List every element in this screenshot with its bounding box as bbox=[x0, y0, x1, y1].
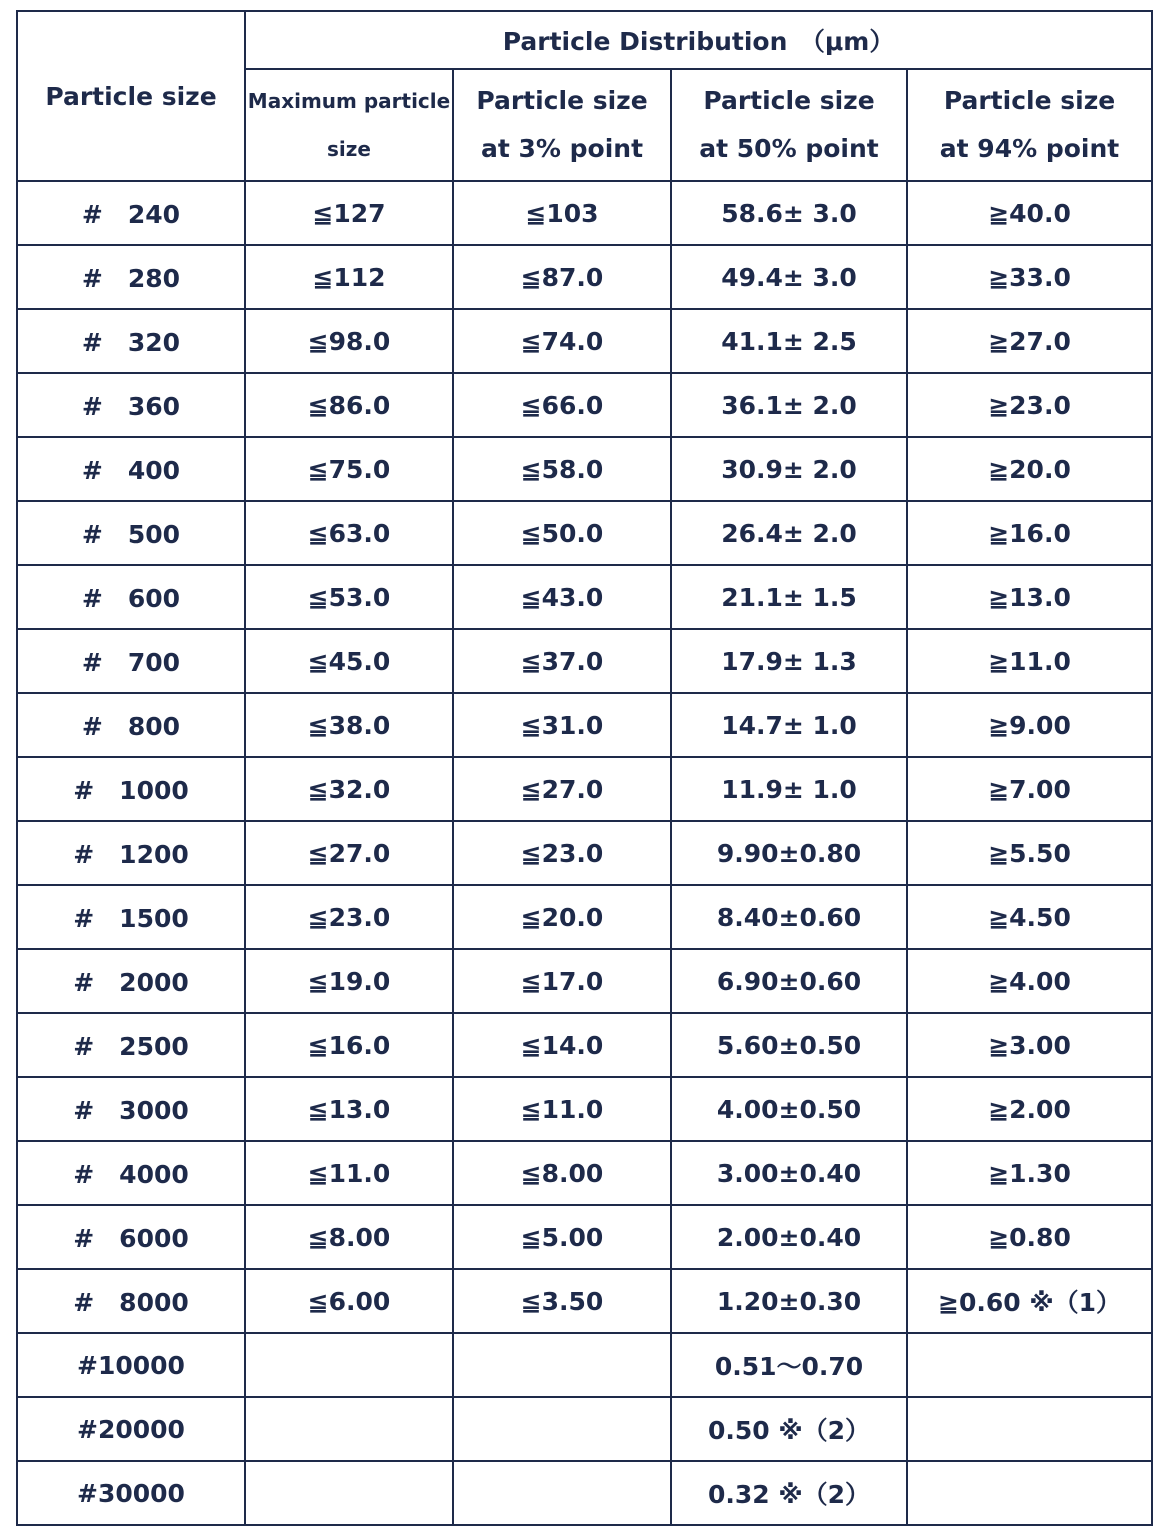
size-94-point-cell: ≧7.00 bbox=[907, 757, 1152, 821]
table-row bbox=[17, 1333, 1152, 1397]
header-maximum-particle-size bbox=[245, 69, 453, 181]
size-3-point-cell: ≦50.0 bbox=[453, 501, 671, 565]
size-50-point-cell: 0.50 ※（2） bbox=[671, 1397, 907, 1461]
size-94-point-cell: ≧16.0 bbox=[907, 501, 1152, 565]
size-3-point-cell: ≦37.0 bbox=[453, 629, 671, 693]
grit-cell: # 4000 bbox=[17, 1141, 245, 1205]
grit-cell: #20000 bbox=[17, 1397, 245, 1461]
size-50-point-cell: 11.9± 1.0 bbox=[671, 757, 907, 821]
table-row bbox=[17, 1461, 1152, 1525]
max-size-cell: ≦86.0 bbox=[245, 373, 453, 437]
max-size-cell: ≦112 bbox=[245, 245, 453, 309]
size-50-point-cell: 17.9± 1.3 bbox=[671, 629, 907, 693]
header-line: Particle size bbox=[943, 86, 1116, 115]
grit-cell: # 800 bbox=[17, 693, 245, 757]
size-94-point-cell: ≧1.30 bbox=[907, 1141, 1152, 1205]
size-50-point-cell: 5.60±0.50 bbox=[671, 1013, 907, 1077]
max-size-cell: ≦45.0 bbox=[245, 629, 453, 693]
size-50-point-cell: 8.40±0.60 bbox=[671, 885, 907, 949]
max-size-cell: ≦38.0 bbox=[245, 693, 453, 757]
max-size-cell: ≦32.0 bbox=[245, 757, 453, 821]
size-3-point-cell: ≦14.0 bbox=[453, 1013, 671, 1077]
size-3-point-cell: ≦11.0 bbox=[453, 1077, 671, 1141]
grit-cell: # 360 bbox=[17, 373, 245, 437]
grit-cell: # 400 bbox=[17, 437, 245, 501]
size-3-point-cell bbox=[453, 1333, 671, 1397]
size-50-point-cell: 58.6± 3.0 bbox=[671, 181, 907, 245]
table-row bbox=[17, 629, 1152, 693]
size-94-point-cell: ≧2.00 bbox=[907, 1077, 1152, 1141]
header-line: at 50% point bbox=[699, 134, 879, 163]
table-row bbox=[17, 1077, 1152, 1141]
size-3-point-cell: ≦23.0 bbox=[453, 821, 671, 885]
size-94-point-cell bbox=[907, 1397, 1152, 1461]
max-size-cell: ≦127 bbox=[245, 181, 453, 245]
max-size-cell: ≦16.0 bbox=[245, 1013, 453, 1077]
size-94-point-cell: ≧40.0 bbox=[907, 181, 1152, 245]
table-row bbox=[17, 1013, 1152, 1077]
grit-cell: # 1200 bbox=[17, 821, 245, 885]
grit-cell: # 320 bbox=[17, 309, 245, 373]
max-size-cell: ≦6.00 bbox=[245, 1269, 453, 1333]
header-size-94-point bbox=[907, 69, 1152, 181]
size-94-point-cell: ≧13.0 bbox=[907, 565, 1152, 629]
size-94-point-cell: ≧20.0 bbox=[907, 437, 1152, 501]
size-50-point-cell: 21.1± 1.5 bbox=[671, 565, 907, 629]
size-50-point-cell: 6.90±0.60 bbox=[671, 949, 907, 1013]
size-94-point-cell: ≧27.0 bbox=[907, 309, 1152, 373]
grit-cell: #30000 bbox=[17, 1461, 245, 1525]
grit-cell: # 1500 bbox=[17, 885, 245, 949]
size-50-point-cell: 0.32 ※（2） bbox=[671, 1461, 907, 1525]
size-3-point-cell: ≦74.0 bbox=[453, 309, 671, 373]
grit-cell: # 500 bbox=[17, 501, 245, 565]
size-3-point-cell bbox=[453, 1397, 671, 1461]
header-line: size bbox=[327, 137, 371, 161]
table-row bbox=[17, 821, 1152, 885]
size-94-point-cell: ≧0.80 bbox=[907, 1205, 1152, 1269]
size-94-point-cell: ≧11.0 bbox=[907, 629, 1152, 693]
size-50-point-cell: 36.1± 2.0 bbox=[671, 373, 907, 437]
grit-cell: # 240 bbox=[17, 181, 245, 245]
max-size-cell: ≦13.0 bbox=[245, 1077, 453, 1141]
size-50-point-cell: 0.51～0.70 bbox=[671, 1333, 907, 1397]
size-50-point-cell: 2.00±0.40 bbox=[671, 1205, 907, 1269]
size-3-point-cell: ≦17.0 bbox=[453, 949, 671, 1013]
header-line: Maximum particle bbox=[247, 89, 451, 113]
size-3-point-cell: ≦27.0 bbox=[453, 757, 671, 821]
size-50-point-cell: 49.4± 3.0 bbox=[671, 245, 907, 309]
grit-cell: # 2500 bbox=[17, 1013, 245, 1077]
size-3-point-cell: ≦87.0 bbox=[453, 245, 671, 309]
max-size-cell bbox=[245, 1397, 453, 1461]
size-94-point-cell: ≧9.00 bbox=[907, 693, 1152, 757]
max-size-cell: ≦53.0 bbox=[245, 565, 453, 629]
header-particle-size: Particle size bbox=[17, 11, 245, 181]
grit-cell: # 1000 bbox=[17, 757, 245, 821]
table-row bbox=[17, 1205, 1152, 1269]
max-size-cell: ≦8.00 bbox=[245, 1205, 453, 1269]
max-size-cell: ≦19.0 bbox=[245, 949, 453, 1013]
grit-cell: # 700 bbox=[17, 629, 245, 693]
size-94-point-cell: ≧33.0 bbox=[907, 245, 1152, 309]
size-3-point-cell: ≦20.0 bbox=[453, 885, 671, 949]
header-line: at 94% point bbox=[939, 134, 1120, 163]
table-row bbox=[17, 1397, 1152, 1461]
size-3-point-cell: ≦3.50 bbox=[453, 1269, 671, 1333]
size-3-point-cell: ≦31.0 bbox=[453, 693, 671, 757]
header-particle-distribution: Particle Distribution （μm） bbox=[245, 11, 1152, 69]
max-size-cell bbox=[245, 1333, 453, 1397]
size-94-point-cell bbox=[907, 1333, 1152, 1397]
size-50-point-cell: 3.00±0.40 bbox=[671, 1141, 907, 1205]
table-row bbox=[17, 693, 1152, 757]
size-50-point-cell: 14.7± 1.0 bbox=[671, 693, 907, 757]
table-body bbox=[17, 181, 1152, 1525]
size-50-point-cell: 41.1± 2.5 bbox=[671, 309, 907, 373]
header-line: Particle size bbox=[476, 86, 648, 115]
size-50-point-cell: 26.4± 2.0 bbox=[671, 501, 907, 565]
grit-cell: # 3000 bbox=[17, 1077, 245, 1141]
grit-cell: # 2000 bbox=[17, 949, 245, 1013]
size-3-point-cell: ≦43.0 bbox=[453, 565, 671, 629]
size-3-point-cell: ≦103 bbox=[453, 181, 671, 245]
table-row bbox=[17, 245, 1152, 309]
table-row bbox=[17, 949, 1152, 1013]
size-94-point-cell: ≧0.60 ※（1） bbox=[907, 1269, 1152, 1333]
size-94-point-cell: ≧3.00 bbox=[907, 1013, 1152, 1077]
header-line: Particle size bbox=[703, 86, 875, 115]
table-row bbox=[17, 309, 1152, 373]
table-row bbox=[17, 181, 1152, 245]
size-50-point-cell: 9.90±0.80 bbox=[671, 821, 907, 885]
size-94-point-cell: ≧4.50 bbox=[907, 885, 1152, 949]
header-line: at 3% point bbox=[480, 134, 644, 163]
grit-cell: #10000 bbox=[17, 1333, 245, 1397]
table-row bbox=[17, 565, 1152, 629]
size-3-point-cell: ≦8.00 bbox=[453, 1141, 671, 1205]
table-row bbox=[17, 757, 1152, 821]
table-row bbox=[17, 1141, 1152, 1205]
max-size-cell bbox=[245, 1461, 453, 1525]
size-94-point-cell: ≧5.50 bbox=[907, 821, 1152, 885]
header-size-50-point bbox=[671, 69, 907, 181]
grit-cell: # 8000 bbox=[17, 1269, 245, 1333]
max-size-cell: ≦11.0 bbox=[245, 1141, 453, 1205]
size-3-point-cell: ≦66.0 bbox=[453, 373, 671, 437]
table-row bbox=[17, 373, 1152, 437]
table-row bbox=[17, 501, 1152, 565]
size-50-point-cell: 1.20±0.30 bbox=[671, 1269, 907, 1333]
size-50-point-cell: 30.9± 2.0 bbox=[671, 437, 907, 501]
size-94-point-cell: ≧4.00 bbox=[907, 949, 1152, 1013]
size-50-point-cell: 4.00±0.50 bbox=[671, 1077, 907, 1141]
grit-cell: # 600 bbox=[17, 565, 245, 629]
table-row bbox=[17, 1269, 1152, 1333]
max-size-cell: ≦75.0 bbox=[245, 437, 453, 501]
max-size-cell: ≦27.0 bbox=[245, 821, 453, 885]
size-94-point-cell bbox=[907, 1461, 1152, 1525]
size-3-point-cell: ≦58.0 bbox=[453, 437, 671, 501]
grit-cell: # 280 bbox=[17, 245, 245, 309]
particle-distribution-table bbox=[16, 10, 1153, 1526]
max-size-cell: ≦63.0 bbox=[245, 501, 453, 565]
table-row bbox=[17, 885, 1152, 949]
table-row bbox=[17, 437, 1152, 501]
max-size-cell: ≦98.0 bbox=[245, 309, 453, 373]
grit-cell: # 6000 bbox=[17, 1205, 245, 1269]
size-94-point-cell: ≧23.0 bbox=[907, 373, 1152, 437]
size-3-point-cell bbox=[453, 1461, 671, 1525]
max-size-cell: ≦23.0 bbox=[245, 885, 453, 949]
header-size-3-point bbox=[453, 69, 671, 181]
size-3-point-cell: ≦5.00 bbox=[453, 1205, 671, 1269]
